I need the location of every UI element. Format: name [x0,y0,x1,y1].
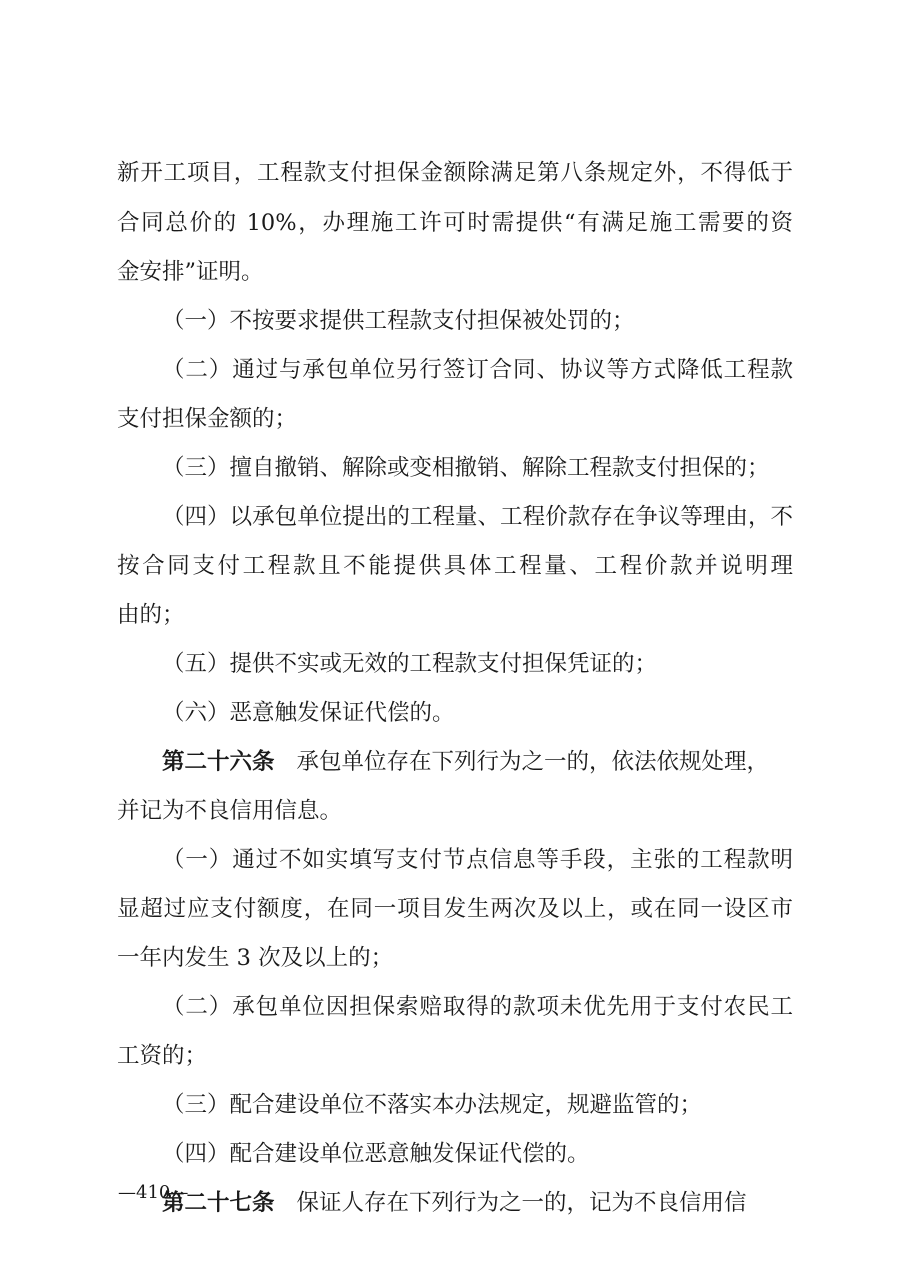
article-27-heading: 第二十七条 [162,1190,275,1216]
list-item: （三）擅自撤销、解除或变相撤销、解除工程款支付担保的； [162,455,770,481]
list-item: （六）恶意触发保证代偿的。 [162,700,455,726]
list-item: （五）提供不实或无效的工程款支付担保凭证的； [162,651,658,677]
list-item: （一）通过不如实填写支付节点信息等手段，主张的工程款明 [162,847,793,873]
list-item-continuation: 一年内发生 3 次及以上的； [117,945,394,971]
article-27-text: 保证人存在下列行为之一的，记为不良信用信 [296,1190,747,1216]
list-item-continuation: 显超过应支付额度，在同一项目发生两次及以上，或在同一设区市 [117,896,793,922]
paragraph-line: 合同总价的 10%，办理施工许可时需提供“有满足施工需要的资 [117,210,793,236]
list-item: （二）承包单位因担保索赔取得的款项未优先用于支付农民工 [162,994,793,1020]
article-26-text: 承包单位存在下列行为之一的，依法依规处理， [296,749,770,775]
paragraph-line: 金安排”证明。 [117,259,264,285]
article-27-first-line [162,1188,793,1218]
list-item-continuation: 工资的； [117,1043,208,1069]
list-item-continuation: 按合同支付工程款且不能提供具体工程量、工程价款并说明理 [117,553,793,579]
list-item: （一）不按要求提供工程款支付担保被处罚的； [162,308,635,334]
list-item: （三）配合建设单位不落实本办法规定，规避监管的； [162,1092,703,1118]
list-item-continuation: 支付担保金额的； [117,406,298,432]
page-number: —410— [118,1182,189,1203]
paragraph-line: 并记为不良信用信息。 [117,798,343,824]
list-item: （二）通过与承包单位另行签订合同、协议等方式降低工程款 [162,357,793,383]
paragraph-line: 新开工项目，工程款支付担保金额除满足第八条规定外，不得低于 [117,160,793,186]
list-item: （四）配合建设单位恶意触发保证代偿的。 [162,1141,590,1167]
article-26-first-line [162,747,793,777]
article-26-heading: 第二十六条 [162,749,275,775]
list-item: （四）以承包单位提出的工程量、工程价款存在争议等理由，不 [162,504,793,530]
list-item-continuation: 由的； [117,602,185,628]
